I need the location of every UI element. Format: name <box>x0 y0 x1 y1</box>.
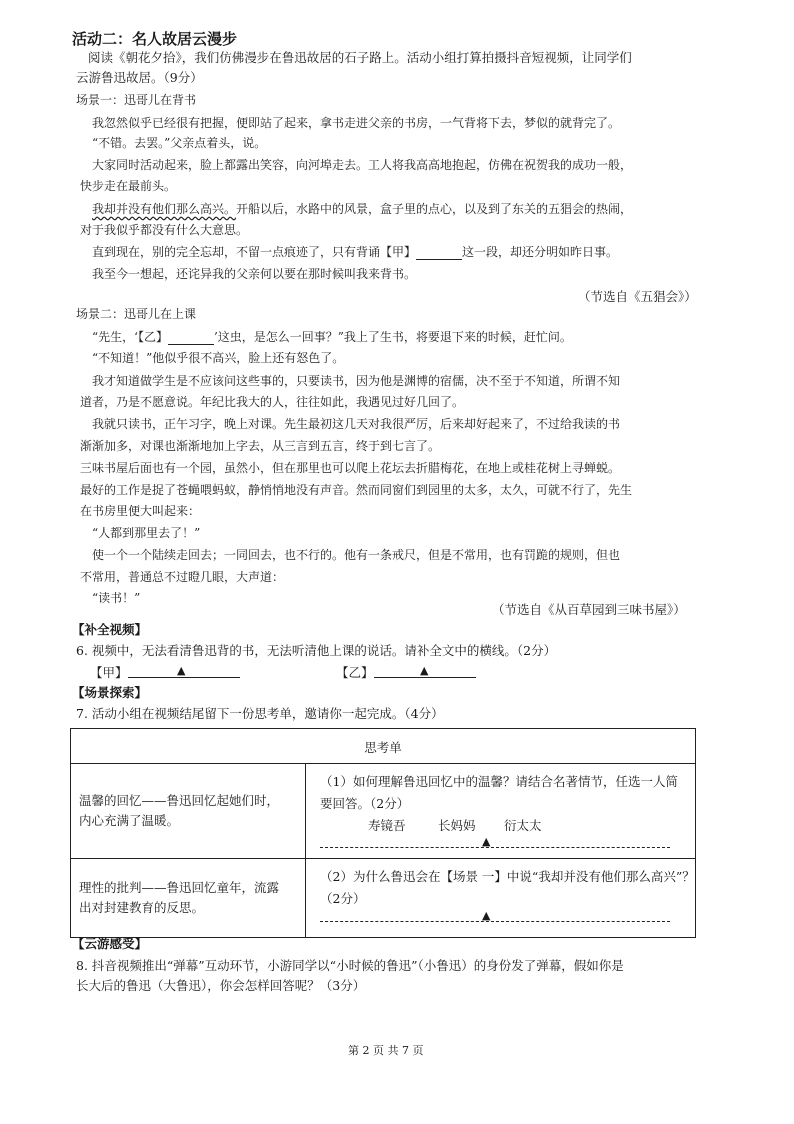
q-after: ’这虫，是怎么一回事？”我上了生书，将要退下来的时候，赶忙问。 <box>213 330 572 344</box>
scene1-line-after-wavy: 对于我似乎都没有什么大意思。 <box>80 223 249 237</box>
row2-right-line-b: （2分） <box>320 891 366 906</box>
wavy-rest: 开船以后，水路中的风景，盒子里的点心，以及到了东关的五猖会的热闹， <box>236 202 633 216</box>
section-cloud-feelings: 【云游感受】 <box>72 936 148 951</box>
row1-right-cell <box>306 764 696 859</box>
scene1-heading: 场景一：迅哥儿在背书 <box>76 93 197 107</box>
question-6: 6. 视频中，无法看清鲁迅背的书，无法听清他上课的说话。请补全文中的横线。（2分） <box>76 643 557 658</box>
scene1-line-1: “不错。去罢。”父亲点着头，说。 <box>92 136 267 150</box>
wavy-sentence: 我却并没有他们那么高兴。 <box>92 202 237 216</box>
row1-left-line-b: 内心充满了温暖。 <box>79 813 180 828</box>
answer-line-q7-2[interactable] <box>320 921 670 922</box>
mem-after: 这一段，却还分明如昨日事。 <box>462 245 619 259</box>
section-complete-video: 【补全视频】 <box>72 622 148 637</box>
question-8-line-1: 8. 抖音视频推出“弹幕”互动环节，小游同学以“小时候的鲁迅”（小鲁迅）的身份发了弹幕，假如你是 <box>76 958 624 973</box>
scene2-line-9: 使一个一个陆续走回去；一同回去，也不行的。他有一条戒尺，但是不常用，也有罚跪的规则，但也 <box>92 548 621 562</box>
scene2-line-7: 在书房里便大叫起来： <box>80 504 201 518</box>
scene2-line-8: “人都到那里去了！” <box>92 526 201 540</box>
mem-before: 直到现在，别的完全忘却，不留一点痕迹了，只有背诵【甲】 <box>92 245 417 259</box>
row2-left-cell <box>71 859 306 938</box>
scene2-source: （节选自《从百草园到三味书屋》） <box>492 602 686 617</box>
q-before: “先生，‘【乙】 <box>92 330 168 344</box>
scene2-line-6: 最好的工作是捉了苍蝇喂蚂蚁，静悄悄地没有声音。然而同窗们到园里的太多，太久，可就不行了，先生 <box>80 483 633 497</box>
name-option-2[interactable]: 衍太太 <box>504 818 542 833</box>
intro-line-2: 云游鲁迅故居。（9分） <box>76 70 203 85</box>
answer-mark-q7-2: ▲ <box>482 909 491 922</box>
answer-line-jia[interactable] <box>128 677 240 678</box>
row2-right-cell <box>306 859 696 938</box>
scene1-last-line: 我至今一想起，还诧异我的父亲何以要在那时候叫我来背书。 <box>92 267 417 281</box>
scene2-line-0: “不知道！”他似乎很不高兴，脸上还有怒色了。 <box>92 351 345 365</box>
scene1-wavy-line <box>92 201 632 217</box>
row2-right-line-a: （2）为什么鲁迅会在【场景 一】中说“我却并没有他们那么高兴”？ <box>320 869 695 884</box>
intro-line-1: 阅读《朝花夕拾》，我们仿佛漫步在鲁迅故居的石子路上。活动小组打算拍摄抖音短视频，让同学们 <box>88 50 632 65</box>
answer-mark-yi: ▲ <box>420 664 429 677</box>
row1-right-line-a: （1）如何理解鲁迅回忆中的温馨？请结合名著情节，任选一人简 <box>320 774 678 789</box>
scene2-line-2: 道者，乃是不愿意说。年纪比我大的人，往往如此，我遇见过好几回了。 <box>80 395 465 409</box>
name-option-1[interactable]: 长妈妈 <box>438 818 476 833</box>
scene2-line-1: 我才知道做学生是不应该问这些事的，只要读书，因为他是渊博的宿儒，决不至于不知道，所谓不知 <box>92 374 621 388</box>
answer-mark-q7-1: ▲ <box>482 835 491 848</box>
thinking-sheet-table <box>70 728 696 938</box>
label-jia: 【甲】 <box>90 665 128 680</box>
row2-left-line-b: 出对封建教育的反思。 <box>79 900 205 915</box>
activity-title: 活动二：名人故居云漫步 <box>72 30 238 48</box>
scene1-line-0: 我忽然似乎已经很有把握，便即站了起来，拿书走进父亲的书房，一气背将下去，梦似的就背完了。 <box>92 116 621 130</box>
scene2-line-4: 渐渐加多，对课也渐渐地加上字去，从三言到五言，终于到七言了。 <box>80 439 441 453</box>
thinking-sheet-title: 思考单 <box>364 739 402 755</box>
scene2-question-line <box>92 329 572 345</box>
page-footer: 第 2 页 共 7 页 <box>348 1044 424 1057</box>
scene2-line-5: 三味书屋后面也有一个园，虽然小，但在那里也可以爬上花坛去折腊梅花，在地上或桂花树上寻蝉蜕。 <box>80 461 621 475</box>
scene1-source: （节选自《五猖会》） <box>578 289 697 304</box>
row1-left-cell <box>71 764 306 859</box>
section-scene-explore: 【场景探索】 <box>72 685 148 700</box>
row1-right-line-b: 要回答。（2分） <box>320 796 410 811</box>
row2-left-line-a: 理性的批判——鲁迅回忆童年，流露 <box>79 880 280 895</box>
answer-line-yi[interactable] <box>374 677 476 678</box>
question-7: 7. 活动小组在视频结尾留下一份思考单，邀请你一起完成。（4分） <box>76 706 444 721</box>
name-option-0[interactable]: 寿镜吾 <box>368 818 406 833</box>
blank-yi-inline[interactable] <box>168 332 214 345</box>
thinking-sheet-header <box>71 729 696 764</box>
scene1-line-2: 大家同时活动起来，脸上都露出笑容，向河埠走去。工人将我高高地抱起，仿佛在祝贺我的成功一般， <box>92 158 633 172</box>
scene1-memory-line <box>92 244 618 260</box>
question-8-line-2: 长大后的鲁迅（大鲁迅），你会怎样回答呢？（3分） <box>76 978 366 993</box>
answer-line-q7-1[interactable] <box>320 847 670 848</box>
label-yi: 【乙】 <box>336 665 374 680</box>
scene2-heading: 场景二：迅哥儿在上课 <box>76 307 197 321</box>
blank-jia-inline[interactable] <box>416 247 462 260</box>
scene2-line-10: 不常用，普通总不过瞪几眼，大声道： <box>80 570 285 584</box>
row1-left-line-a: 温馨的回忆——鲁迅回忆起她们时， <box>79 793 280 808</box>
answer-mark-jia: ▲ <box>177 664 186 677</box>
scene1-line-3: 快步走在最前头。 <box>80 179 177 193</box>
scene2-line-3: 我就只读书，正午习字，晚上对课。先生最初这几天对我很严厉，后来却好起来了，不过给我读的书 <box>92 417 621 431</box>
scene2-line-11: “读书！” <box>92 591 141 605</box>
